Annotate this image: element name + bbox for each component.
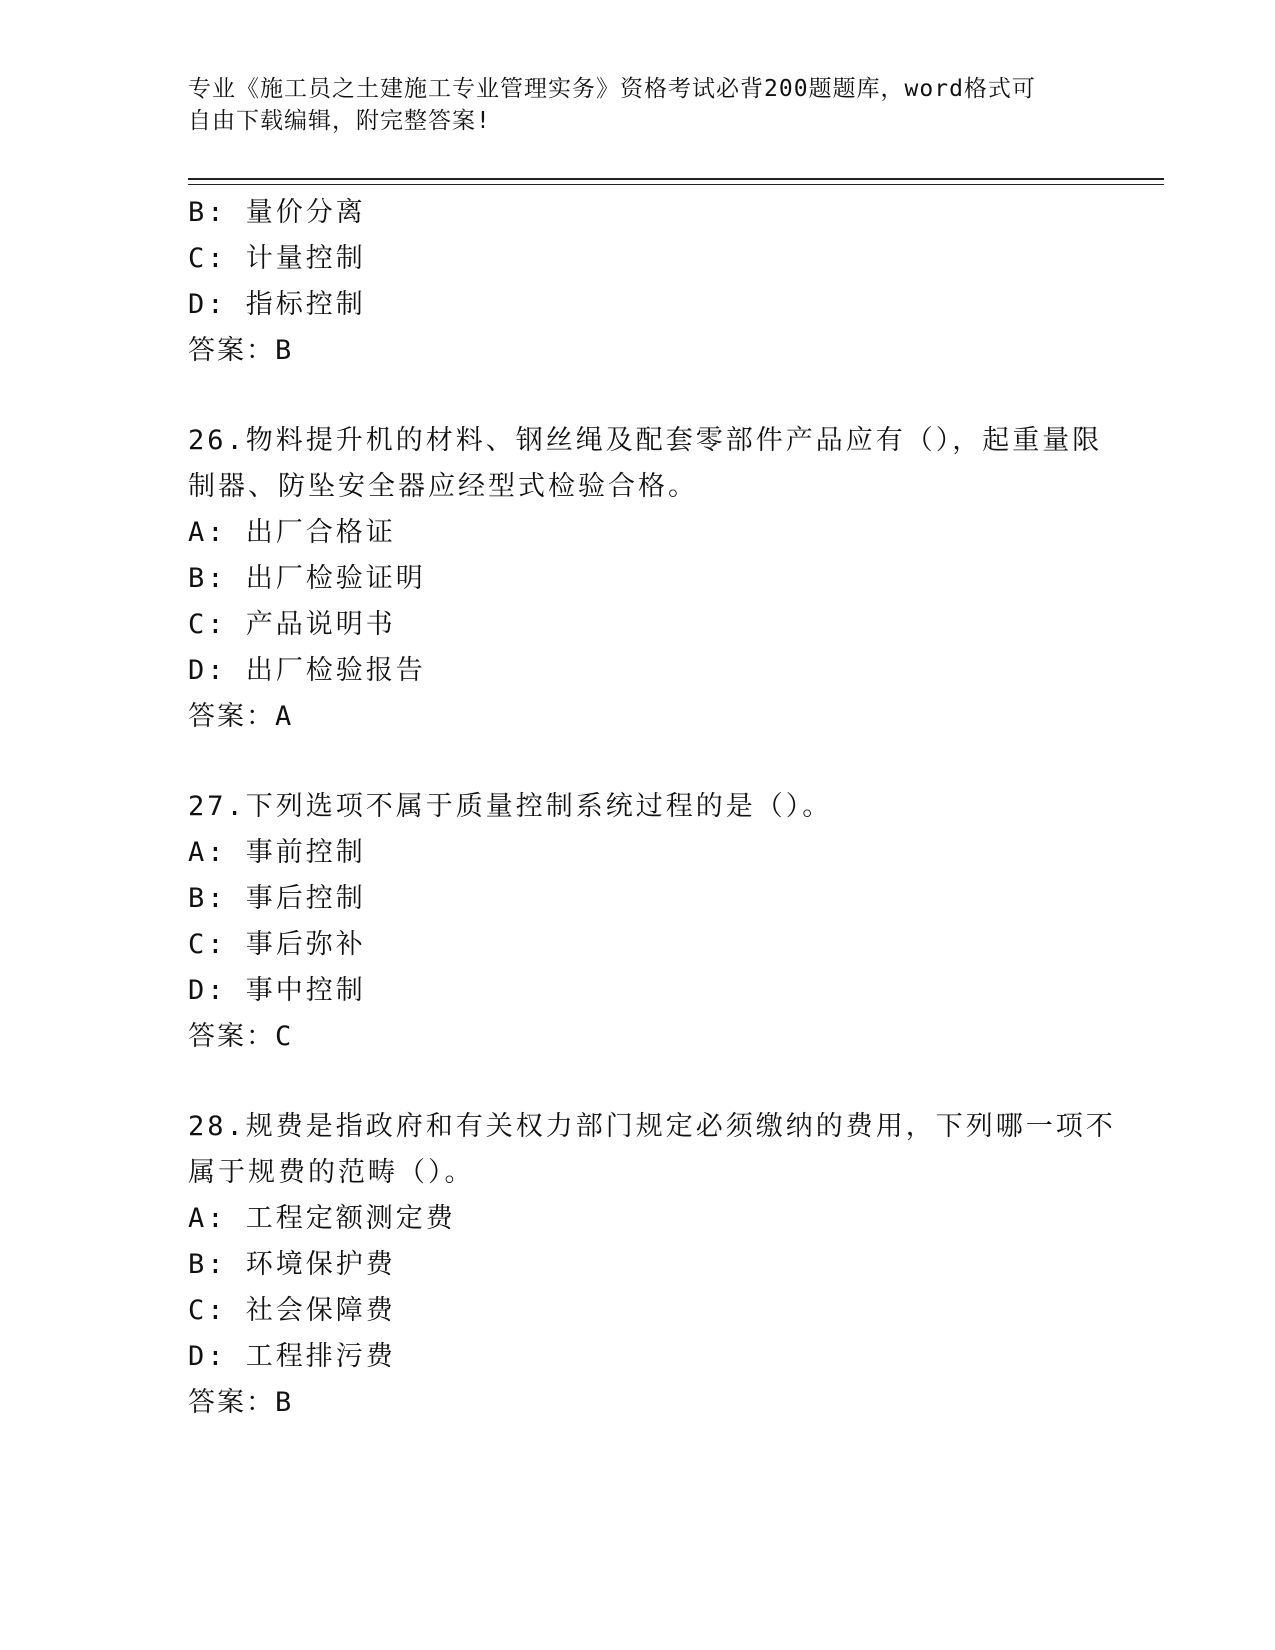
question-27 bbox=[188, 784, 1088, 1060]
option-c: C: 计量控制 bbox=[188, 243, 366, 274]
question-28 bbox=[188, 1104, 1116, 1426]
option-d: D: 工程排污费 bbox=[188, 1341, 396, 1372]
header-line-2: 自由下载编辑，附完整答案! bbox=[188, 108, 491, 134]
question-text-line: 26.物料提升机的材料、钢丝绳及配套零部件产品应有（），起重量限 bbox=[188, 425, 1103, 456]
option-a: A: 事前控制 bbox=[188, 837, 366, 868]
spacer bbox=[188, 740, 1088, 784]
option-d: D: 指标控制 bbox=[188, 289, 366, 320]
option-c: C: 产品说明书 bbox=[188, 609, 396, 640]
option-d: D: 出厂检验报告 bbox=[188, 655, 426, 686]
option-a: A: 出厂合格证 bbox=[188, 517, 396, 548]
header-divider-thin bbox=[188, 184, 1164, 185]
answer-line: 答案：B bbox=[188, 335, 294, 366]
question-text-line: 27.下列选项不属于质量控制系统过程的是（）。 bbox=[188, 791, 833, 822]
spacer bbox=[188, 374, 1088, 418]
answer-line: 答案：C bbox=[188, 1021, 294, 1052]
header-divider-thick bbox=[188, 178, 1164, 180]
question-list bbox=[188, 190, 1116, 1426]
question-text-line: 属于规费的范畴（）。 bbox=[188, 1157, 475, 1188]
option-b: B: 事后控制 bbox=[188, 883, 366, 914]
answer-line: 答案：B bbox=[188, 1387, 294, 1418]
question-text-line: 28.规费是指政府和有关权力部门规定必须缴纳的费用，下列哪一项不 bbox=[188, 1111, 1116, 1142]
option-c: C: 事后弥补 bbox=[188, 929, 366, 960]
question-text-line: 制器、防坠安全器应经型式检验合格。 bbox=[188, 471, 698, 502]
partial-question bbox=[188, 190, 1088, 374]
question-26 bbox=[188, 418, 1103, 740]
option-a: A: 工程定额测定费 bbox=[188, 1203, 456, 1234]
option-b: B: 环境保护费 bbox=[188, 1249, 396, 1280]
spacer bbox=[188, 1060, 1088, 1104]
option-c: C: 社会保障费 bbox=[188, 1295, 396, 1326]
option-b: B: 量价分离 bbox=[188, 197, 366, 228]
option-d: D: 事中控制 bbox=[188, 975, 366, 1006]
option-b: B: 出厂检验证明 bbox=[188, 563, 426, 594]
header-line-1: 专业《施工员之土建施工专业管理实务》资格考试必背200题题库，word格式可 bbox=[188, 76, 1036, 102]
answer-line: 答案：A bbox=[188, 701, 294, 732]
document-header bbox=[188, 73, 1068, 137]
